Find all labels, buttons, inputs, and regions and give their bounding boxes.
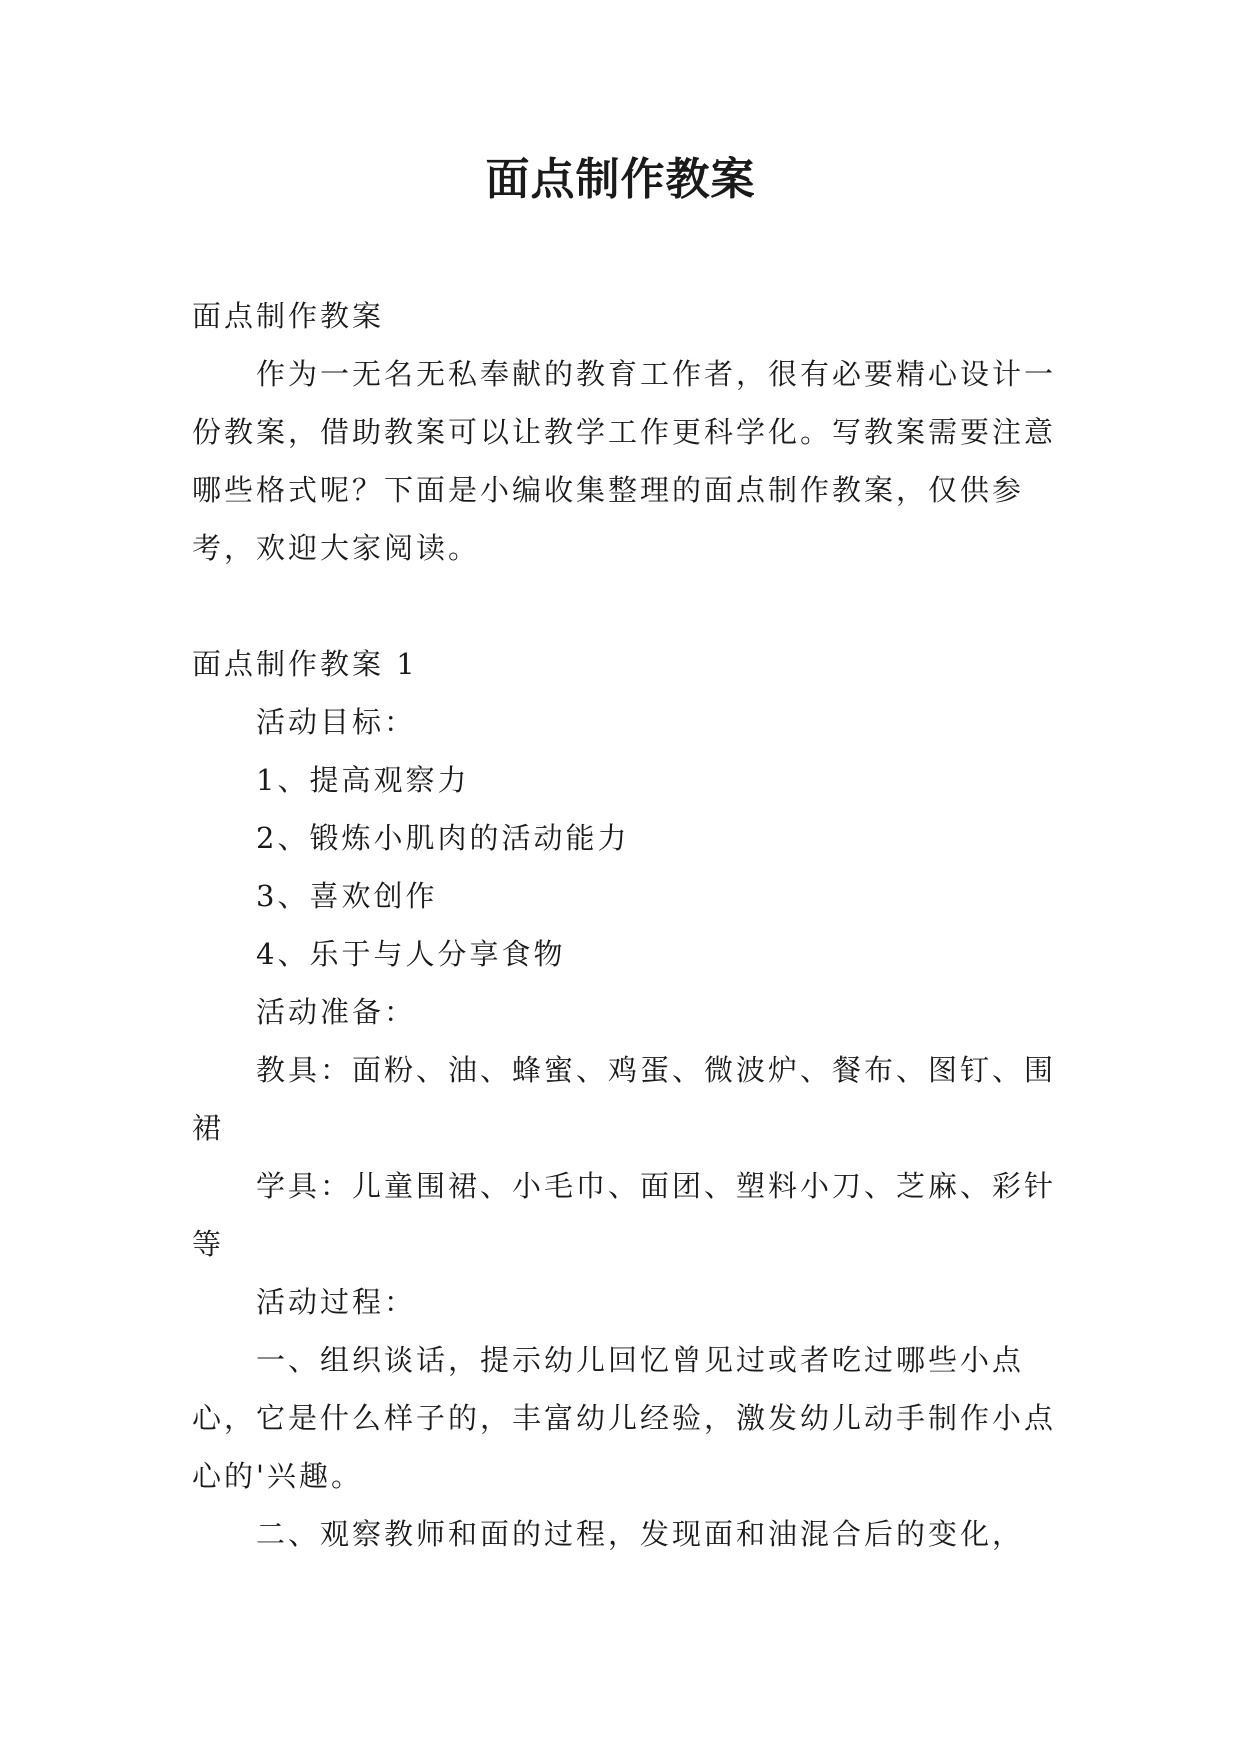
student-tools-paragraph: 学具：儿童围裙、小毛巾、面团、塑料小刀、芝麻、彩针等	[192, 1169, 1057, 1261]
document-title: 面点制作教案	[485, 154, 756, 205]
goals-label: 活动目标：	[256, 705, 417, 739]
process-step: 二、观察教师和面的过程，发现面和油混合后的变化，	[256, 1517, 1025, 1551]
document-subtitle: 面点制作教案	[192, 299, 385, 333]
prep-label: 活动准备：	[256, 995, 417, 1029]
section-heading: 面点制作教案 1	[192, 647, 418, 681]
goal-item: 1、提高观察力	[256, 763, 470, 797]
process-label: 活动过程：	[256, 1285, 417, 1319]
goal-item: 3、喜欢创作	[256, 879, 438, 913]
intro-paragraph: 作为一无名无私奉献的教育工作者，很有必要精心设计一份教案，借助教案可以让教学工作更科学化。写教案需要注意哪些格式呢？下面是小编收集整理的面点制作教案，仅供参考，欢迎大家阅读。	[192, 357, 1057, 565]
goal-item: 4、乐于与人分享食物	[256, 937, 566, 971]
paragraph-gap	[192, 577, 1062, 635]
process-step: 一、组织谈话，提示幼儿回忆曾见过或者吃过哪些小点心，它是什么样子的，丰富幼儿经验，激发幼儿动手制作小点心的'兴趣。	[192, 1343, 1057, 1493]
goal-item: 2、锻炼小肌肉的活动能力	[256, 821, 630, 855]
teacher-tools-paragraph: 教具：面粉、油、蜂蜜、鸡蛋、微波炉、餐布、图钉、围裙	[192, 1053, 1057, 1145]
document-body	[192, 287, 1062, 1563]
